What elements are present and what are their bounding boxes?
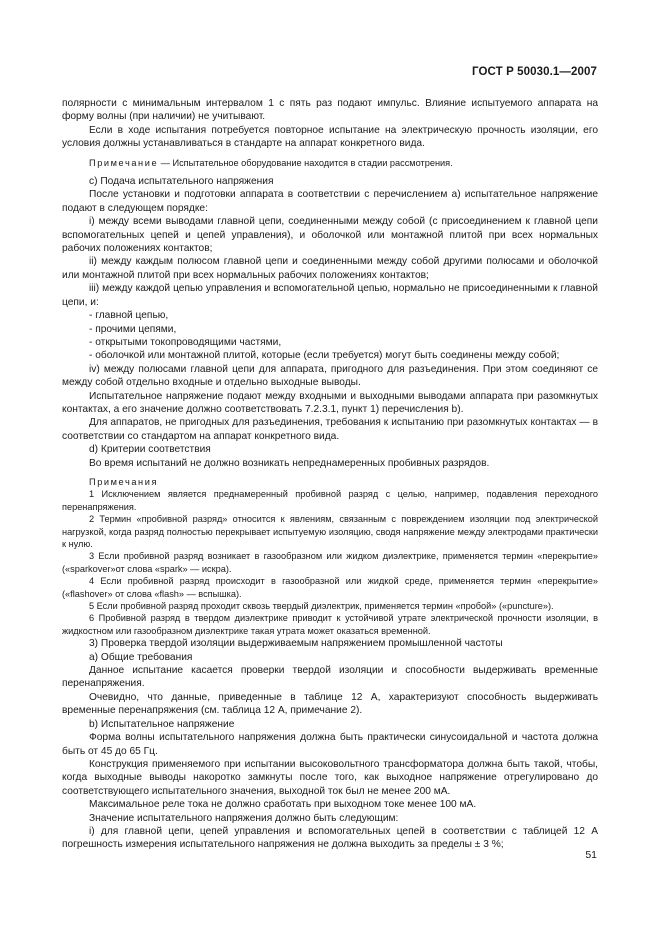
paragraph: i) между всеми выводами главной цепи, соединенными между собой (с присоединением к главной цепи вспомогательных цепей и цепей управления), и оболочкой или монтажной плитой при всех нормальных рабочих положениях контактов; [62,216,598,255]
note-heading [62,157,598,169]
document-body [62,97,598,852]
paragraph: После установки и подготовки аппарата в соответствии с перечислением а) испытательное напряжение подают в следующем порядке: [62,189,598,214]
note-paragraph: 5 Если пробивной разряд проходит сквозь твердый диэлектрик, применяется термин «пробой» («puncture»). [89,601,554,612]
page-number: 51 [585,849,597,861]
paragraph: i) для главной цепи, цепей управления и вспомогательных цепей в соответствии с таблицей 12 А погрешность измерения испытательного напряжения не должна выходить за пределы ± 3 %; [62,825,598,851]
paragraph: - прочими цепями, [89,323,177,335]
paragraph: iii) между каждой цепью управления и вспомогательной цепью, нормально не присоединенными к главной цепи, и: [62,283,598,308]
note-text: — Испытательное оборудование находится в стадии рассмотрения. [158,157,453,168]
note-label: Примечание [89,157,159,168]
paragraph: Если в ходе испытания потребуется повторное испытание на электрическую прочность изоляции, его условия должны устанавливаться в стандарте на аппарат конкретного вида. [62,124,598,150]
paragraph: Данное испытание касается проверки твердой изоляции и способности выдерживать временные перенапряжения. [62,665,598,690]
paragraph: Значение испытательного напряжения должно быть следующим: [89,812,399,824]
document-header: ГОСТ Р 50030.1—2007 [472,66,597,78]
paragraph: с) Подача испытательного напряжения [89,176,274,188]
note-paragraph: 6 Пробивной разряд в твердом диэлектрике приводит к устойчивой утрате электрической прочности изоляции, в жидкостном или газообразном диэлектрике такая утрата может оказаться временной. [62,613,598,636]
paragraph: - оболочкой или монтажной плитой, которые (если требуется) могут быть соединены между собой; [89,350,560,362]
note-heading [62,476,598,488]
paragraph: Испытательное напряжение подают между входными и выходными выводами аппарата при разомкнутых контактах, а его значение должно соответствовать 7.2.3.1, пункт 1) перечисления b). [62,390,598,415]
paragraph: ii) между каждым полюсом главной цепи и соединенными между собой другими полюсами и оболочкой или монтажной плитой при всех нормальных рабочих положениях контактов; [62,256,598,281]
paragraph: а) Общие требования [89,651,193,663]
note-paragraph: 1 Исключением является преднамеренный пробивной разряд с целью, например, подавления переходного перенапряжения. [62,489,598,512]
paragraph: Для аппаратов, не пригодных для разъединения, требования к испытанию при разомкнутых контактах — в соответствии со стандартом на аппарат конкретного вида. [62,417,598,442]
note-paragraph: 3 Если пробивной разряд возникает в газообразном или жидком диэлектрике, применяется термин «перекрытие» («sparkover»от слова «spark» — искра). [62,551,598,574]
note-label: Примечания [89,476,159,487]
paragraph: - открытыми токопроводящими частями, [89,336,282,348]
paragraph: d) Критерии соответствия [89,444,211,456]
paragraph: 3) Проверка твердой изоляции выдерживаемым напряжением промышленной частоты [89,638,503,650]
paragraph: Во время испытаний не должно возникать непреднамеренных пробивных разрядов. [89,457,490,469]
paragraph: Форма волны испытательного напряжения должна быть практически синусоидальной и частота должна быть от 45 до 65 Гц. [62,732,598,757]
paragraph: Очевидно, что данные, приведенные в таблице 12 А, характеризуют способность выдерживать временные перенапряжения (см. таблица 12 А, примечание 2). [62,691,598,717]
paragraph: b) Испытательное напряжение [89,718,235,730]
note-paragraph: 4 Если пробивной разряд происходит в газообразной или жидкой среде, применяется термин «перекрытие» («flashover» от слова «flash» — вспышка). [62,576,598,599]
paragraph: полярности с минимальным интервалом 1 с пять раз подают импульс. Влияние испытуемого аппарата на форму волны (при наличии) не учитывают. [62,98,598,123]
note-paragraph: 2 Термин «пробивной разряд» относится к явлениям, связанным с повреждением изоляции под электрической нагрузкой, когда разряд полностью перекрывает испытуемую изоляцию, сводя напряжение между электродами практически к нулю. [62,514,598,549]
paragraph: Максимальное реле тока не должно сработать при выходном токе менее 100 мА. [89,799,477,811]
paragraph: iv) между полюсами главной цепи для аппарата, пригодного для разъединения. При этом соединяют се между собой отдельно входные и отдельно выходные выводы. [62,363,598,389]
paragraph: - главной цепью, [89,310,169,322]
paragraph: Конструкция применяемого при испытании высоковольтного трансформатора должна быть такой, чтобы, когда выходные выводы накоротко замкнуты после того, как выходное напряжение отрегулировано до соответствующего испытательного значения, выходной ток был не менее 200 мА. [62,758,598,797]
